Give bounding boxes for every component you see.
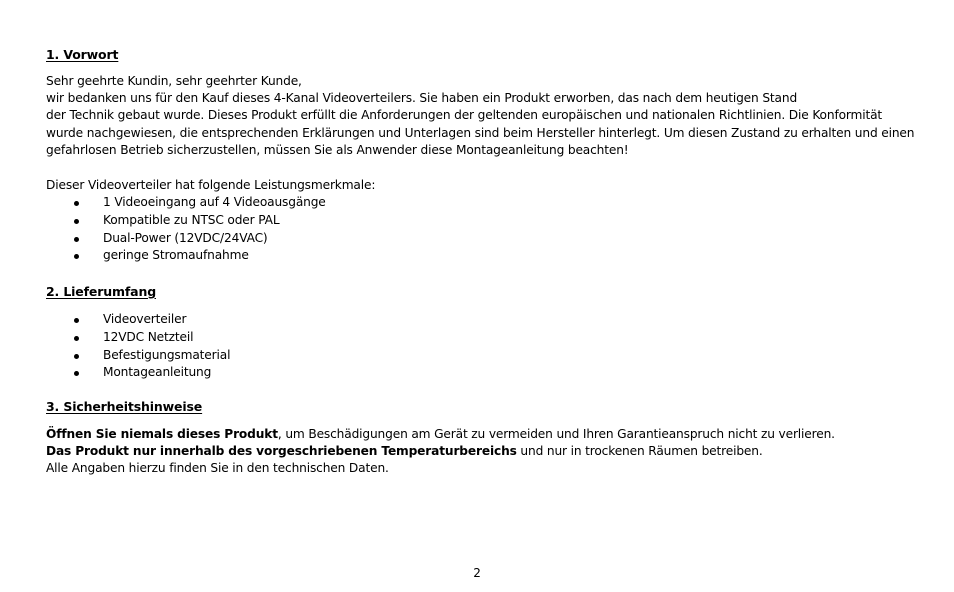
list-item: 12VDC Netzteil: [74, 329, 230, 347]
intro-line: wurde nachgewiesen, die entsprechenden Erklärungen und Unterlagen sind beim Hersteller hinterlegt. Um diesen Zustand zu erhalten und einen: [46, 125, 915, 140]
list-item: Kompatible zu NTSC oder PAL: [74, 212, 326, 230]
list-item: Montageanleitung: [74, 364, 230, 382]
intro-paragraph: [46, 73, 916, 159]
safety-line: Alle Angaben hierzu finden Sie in den technischen Daten.: [46, 461, 389, 476]
features-intro: Dieser Videoverteiler hat folgende Leistungsmerkmale:: [46, 178, 376, 192]
safety-text: [46, 426, 835, 478]
safety-line: [46, 443, 835, 460]
safety-line: [46, 426, 835, 443]
section-heading-sicherheitshinweise: 3. Sicherheitshinweise: [46, 399, 203, 414]
safety-bold-text: Das Produkt nur innerhalb des vorgeschriebenen Temperaturbereichs: [46, 444, 517, 459]
intro-line: Sehr geehrte Kundin, sehr geehrter Kunde,: [46, 74, 302, 88]
page-number: 2: [473, 566, 481, 580]
intro-line: gefahrlosen Betrieb sicherzustellen, müssen Sie als Anwender diese Montageanleitung beachten!: [46, 142, 629, 157]
features-list: [74, 194, 326, 265]
list-item: geringe Stromaufnahme: [74, 247, 326, 265]
safety-text-rest: und nur in trockenen Räumen betreiben.: [516, 444, 763, 459]
intro-line: wir bedanken uns für den Kauf dieses 4-Kanal Videoverteilers. Sie haben ein Produkt erworben, das nach dem heutigen Stand: [46, 91, 798, 106]
list-item: Befestigungsmaterial: [74, 347, 230, 365]
intro-line: der Technik gebaut wurde. Dieses Produkt erfüllt die Anforderungen der geltenden europäischen und nationalen Richtlinien. Die Konformität: [46, 108, 883, 123]
section-heading-lieferumfang: 2. Lieferumfang: [46, 284, 156, 299]
delivery-list: [74, 311, 230, 382]
safety-bold-text: Öffnen Sie niemals dieses Produkt: [46, 427, 278, 441]
list-item: Videoverteiler: [74, 311, 230, 329]
safety-text-rest: , um Beschädigungen am Gerät zu vermeiden und Ihren Garantieanspruch nicht zu verlieren.: [277, 427, 835, 441]
list-item: 1 Videoeingang auf 4 Videoausgänge: [74, 194, 326, 212]
section-heading-vorwort: 1. Vorwort: [46, 47, 119, 62]
list-item: Dual-Power (12VDC/24VAC): [74, 230, 326, 248]
